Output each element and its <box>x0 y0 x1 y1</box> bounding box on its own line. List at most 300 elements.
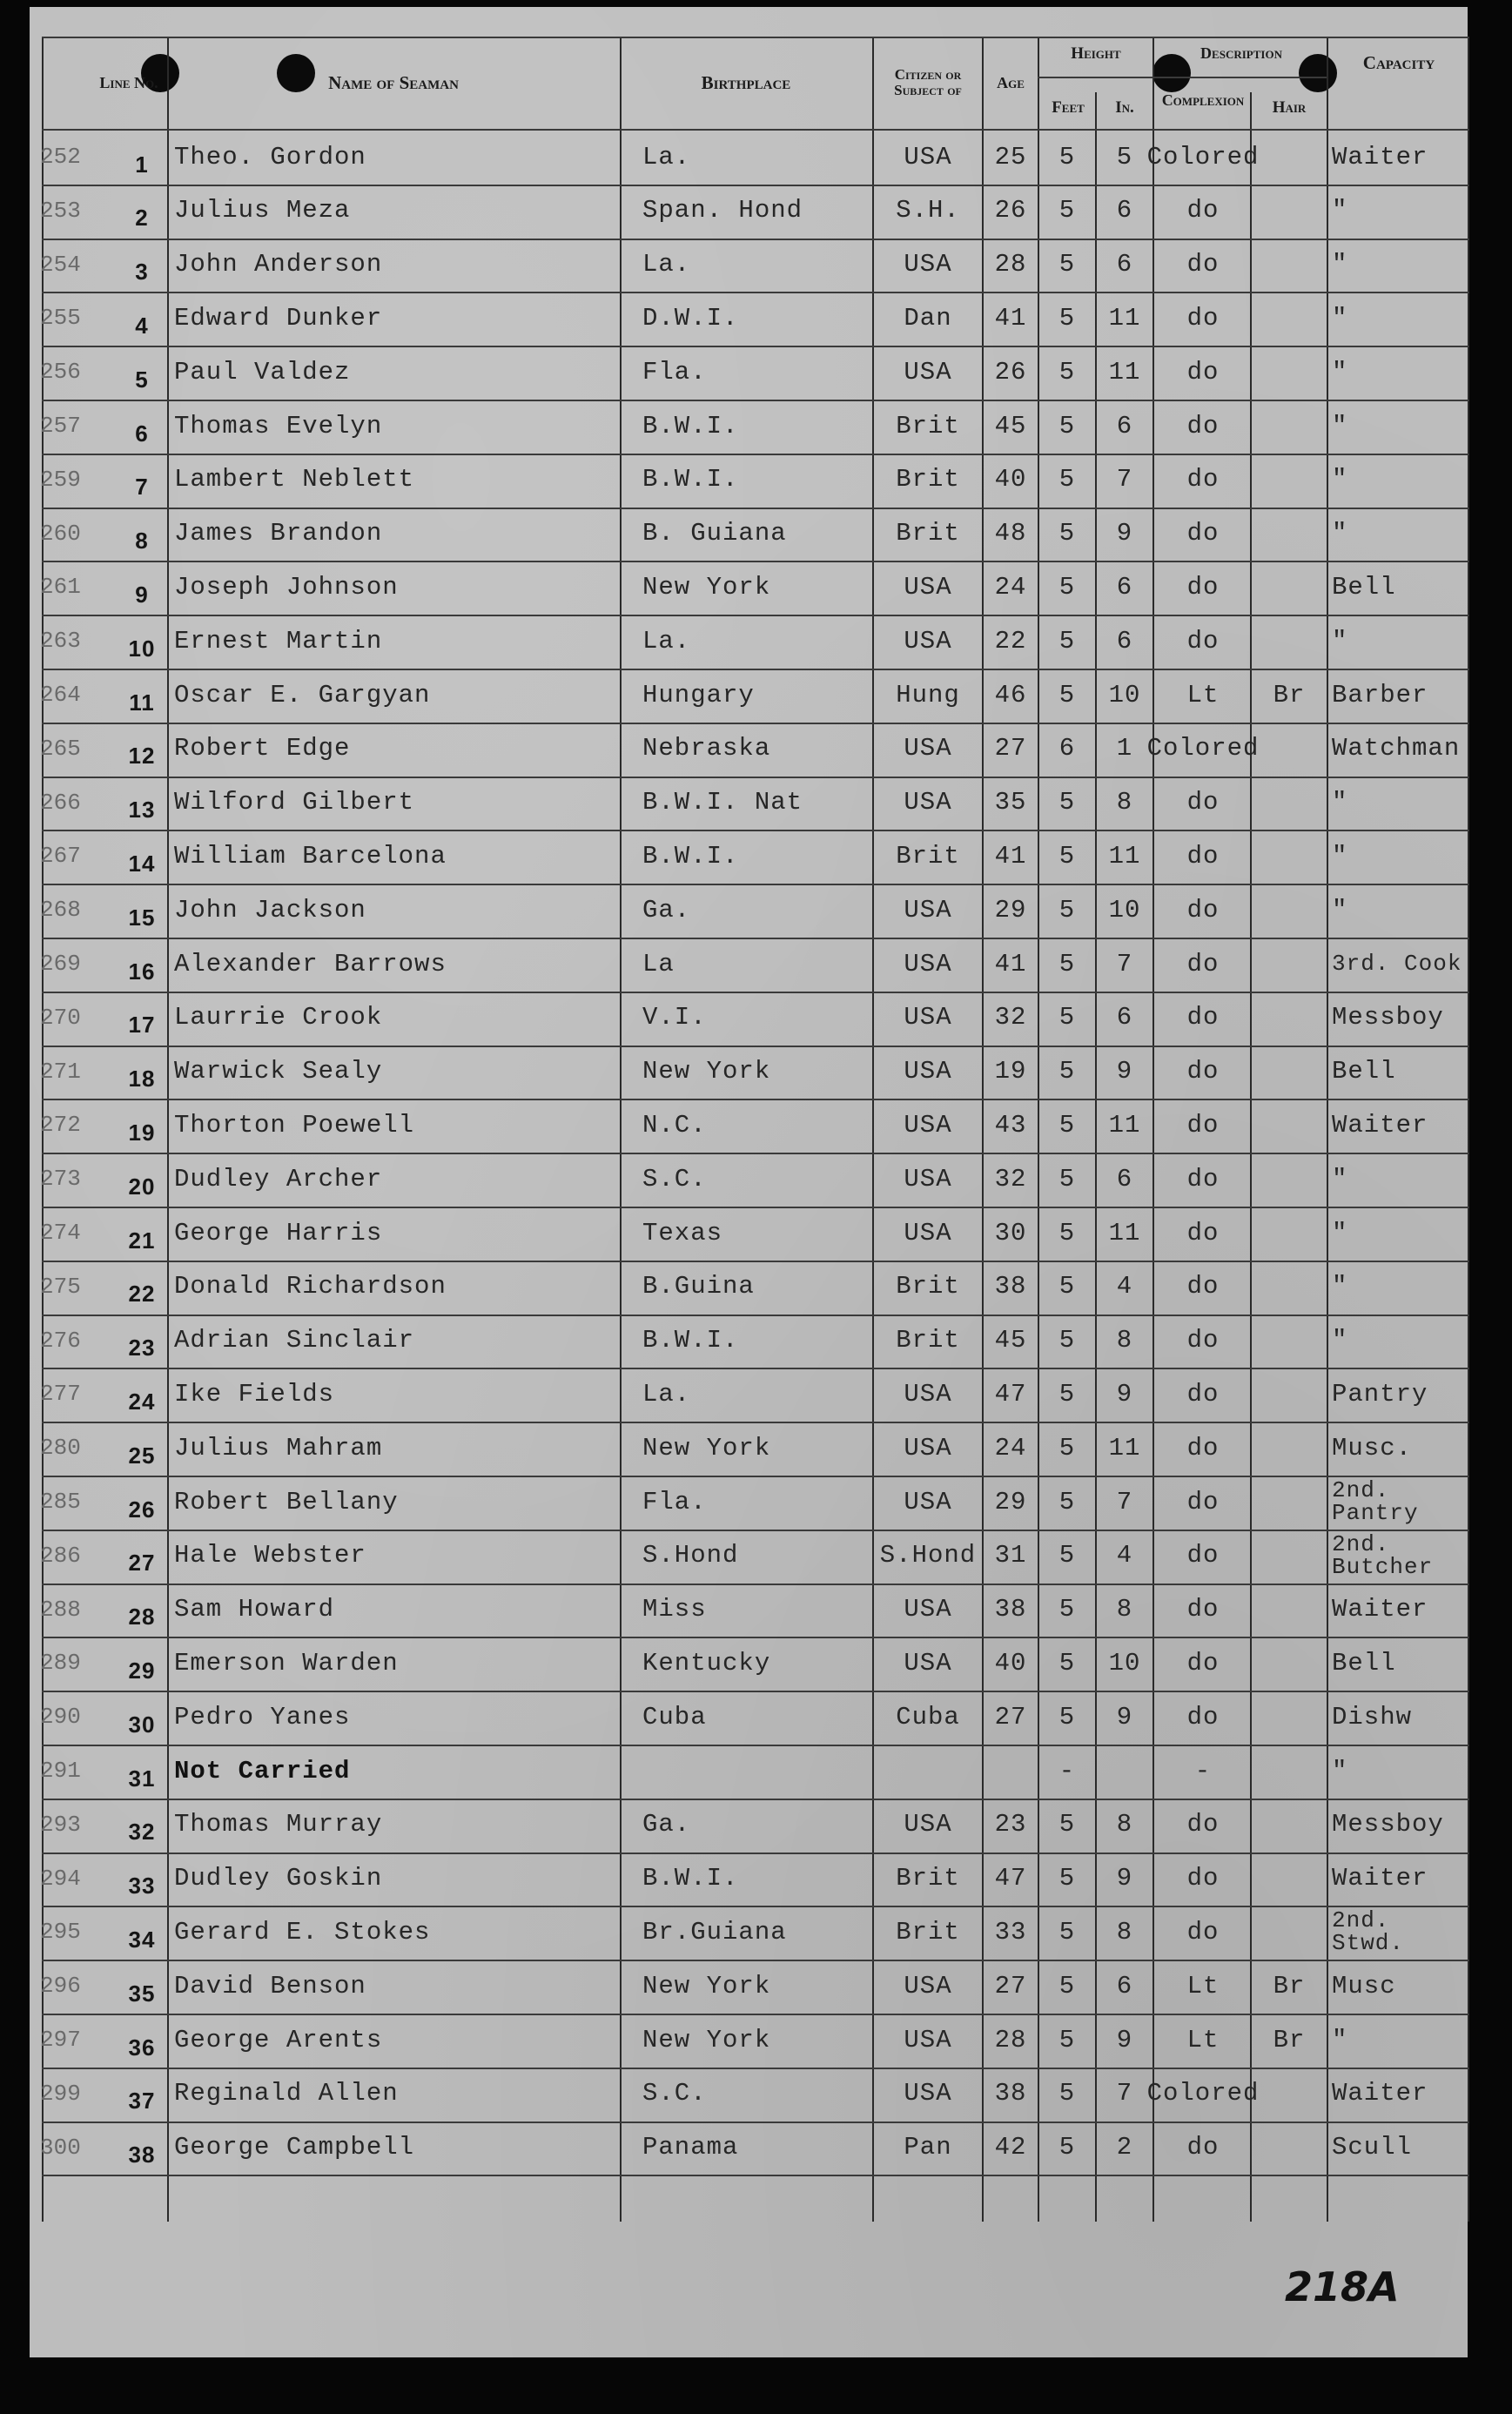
cell-inches: 1 <box>1116 734 1133 763</box>
row-reference-number: 285 <box>40 1489 81 1515</box>
table-row <box>42 992 1469 1044</box>
cell-capacity: Bell <box>1332 572 1396 602</box>
row-reference-number: 280 <box>40 1435 81 1462</box>
cell-citizen: Brit <box>896 411 960 440</box>
cell-birthplace: Fla. <box>642 357 707 387</box>
row-reference-number: 295 <box>40 1919 81 1946</box>
row-line-number: 16 <box>128 958 156 985</box>
cell-feet: 5 <box>1058 142 1076 171</box>
table-row <box>42 508 1469 560</box>
cell-name: Ernest Martin <box>174 626 383 656</box>
cell-birthplace: Panama <box>642 2133 739 2162</box>
cell-feet: 5 <box>1058 1810 1076 1839</box>
cell-complexion: do <box>1186 1702 1220 1731</box>
cell-hair <box>1252 1422 1327 1474</box>
cell-complexion: do <box>1186 949 1220 978</box>
cell-capacity: " <box>1332 1326 1348 1355</box>
cell-citizen: USA <box>904 734 952 763</box>
cell-inches <box>1097 1745 1152 1797</box>
cell-birthplace: La. <box>642 1379 691 1409</box>
cell-citizen: S.Hond <box>879 1541 977 1570</box>
cell-feet: 5 <box>1058 949 1076 978</box>
cell-citizen: USA <box>904 1379 952 1409</box>
cell-inches: 8 <box>1116 788 1133 817</box>
cell-capacity: " <box>1332 1164 1348 1194</box>
cell-inches: 2 <box>1116 2133 1133 2162</box>
header-hair: Hair <box>1272 98 1307 117</box>
cell-complexion: Lt <box>1186 680 1220 709</box>
cell-feet: 5 <box>1058 1702 1076 1731</box>
table-row <box>42 1906 1469 1958</box>
table-row <box>42 561 1469 613</box>
cell-capacity: Musc. <box>1332 1433 1413 1463</box>
cell-complexion: do <box>1186 1003 1220 1032</box>
cell-hair <box>1252 1261 1327 1313</box>
cell-complexion: Colored <box>1146 734 1260 763</box>
cell-birthplace: B.W.I. Nat <box>642 788 803 817</box>
cell-birthplace: B.Guina <box>642 1272 755 1301</box>
cell-name: Ike Fields <box>174 1379 335 1409</box>
table-row <box>42 292 1469 344</box>
row-reference-number: 255 <box>40 305 81 332</box>
cell-citizen: Brit <box>896 519 960 548</box>
cell-birthplace: Miss <box>642 1595 707 1624</box>
cell-age: 45 <box>994 1326 1027 1355</box>
cell-feet: 5 <box>1058 411 1076 440</box>
cell-birthplace: S.C. <box>642 2079 707 2108</box>
cell-capacity: Watchman <box>1332 734 1461 763</box>
row-reference-number: 257 <box>40 413 81 439</box>
cell-feet: 5 <box>1058 250 1076 279</box>
cell-complexion: do <box>1186 1433 1220 1463</box>
header-description: Description <box>1200 44 1282 62</box>
cell-birthplace: B.W.I. <box>642 1864 739 1893</box>
table-row <box>42 400 1469 452</box>
row-line-number: 14 <box>128 850 156 877</box>
cell-capacity: " <box>1332 1272 1348 1301</box>
cell-citizen: Brit <box>896 1917 960 1947</box>
cell-name: Hale Webster <box>174 1541 366 1570</box>
cell-name: Pedro Yanes <box>174 1702 351 1731</box>
row-line-number: 33 <box>128 1873 156 1900</box>
row-reference-number: 293 <box>40 1811 81 1838</box>
cell-feet: 5 <box>1058 1595 1076 1624</box>
header-name: Name of Seaman <box>328 71 459 93</box>
cell-age: 24 <box>994 572 1027 602</box>
table-row <box>42 884 1469 936</box>
header-birthplace: Birthplace <box>701 71 791 93</box>
cell-citizen: USA <box>904 1971 952 2000</box>
cell-feet: - <box>1058 1756 1076 1785</box>
table-row <box>42 1422 1469 1474</box>
cell-name: Oscar E. Gargyan <box>174 680 431 709</box>
cell-complexion: do <box>1186 519 1220 548</box>
row-line-number: 18 <box>128 1066 156 1093</box>
cell-name: John Anderson <box>174 250 383 279</box>
cell-inches: 10 <box>1108 680 1141 709</box>
cell-inches: 9 <box>1116 519 1133 548</box>
cell-complexion: do <box>1186 1379 1220 1409</box>
table-row <box>42 1261 1469 1313</box>
cell-complexion: do <box>1186 465 1220 494</box>
cell-name: Julius Meza <box>174 196 351 225</box>
cell-inches: 7 <box>1116 949 1133 978</box>
cell-name: Dudley Archer <box>174 1164 383 1194</box>
cell-feet: 5 <box>1058 1433 1076 1463</box>
cell-age: 43 <box>994 1110 1027 1140</box>
cell-age: 27 <box>994 1702 1027 1731</box>
cell-hair <box>1252 1368 1327 1420</box>
table-row <box>42 1207 1469 1259</box>
cell-inches: 8 <box>1116 1917 1133 1947</box>
cell-feet: 5 <box>1058 465 1076 494</box>
cell-name: Lambert Neblett <box>174 465 415 494</box>
table-row <box>42 185 1469 237</box>
header-age: Age <box>997 73 1025 91</box>
row-line-number: 12 <box>128 743 156 770</box>
page-number: 218A <box>1285 2263 1400 2310</box>
cell-complexion: do <box>1186 1810 1220 1839</box>
row-reference-number: 273 <box>40 1166 81 1193</box>
table-row <box>42 830 1469 882</box>
cell-inches: 7 <box>1116 2079 1133 2108</box>
cell-capacity: " <box>1332 1218 1348 1247</box>
cell-complexion: do <box>1186 1917 1220 1947</box>
cell-birthplace: Span. Hond <box>642 196 803 225</box>
cell-hair: Br <box>1273 1971 1306 2000</box>
cell-feet: 5 <box>1058 626 1076 656</box>
cell-feet: 6 <box>1058 734 1076 763</box>
cell-feet: 5 <box>1058 2133 1076 2162</box>
cell-hair <box>1252 400 1327 452</box>
cell-birthplace: Br.Guiana <box>642 1917 787 1947</box>
cell-inches: 6 <box>1116 411 1133 440</box>
cell-name: Joseph Johnson <box>174 572 399 602</box>
cell-feet: 5 <box>1058 303 1076 333</box>
cell-citizen: USA <box>904 1810 952 1839</box>
cell-capacity: Waiter <box>1332 1864 1428 1893</box>
cell-age: 30 <box>994 1218 1027 1247</box>
cell-age: 28 <box>994 250 1027 279</box>
cell-inches: 11 <box>1108 1218 1141 1247</box>
cell-inches: 7 <box>1116 465 1133 494</box>
cell-birthplace: B. Guiana <box>642 519 787 548</box>
cell-feet: 5 <box>1058 788 1076 817</box>
row-line-number: 37 <box>128 2088 156 2115</box>
cell-name: David Benson <box>174 1971 366 2000</box>
cell-age: 38 <box>994 1272 1027 1301</box>
cell-hair <box>1252 1046 1327 1098</box>
grid-line <box>42 37 1469 38</box>
cell-capacity: 3rd. Cook <box>1332 951 1462 977</box>
cell-capacity: Bell <box>1332 1648 1396 1678</box>
table-row <box>42 1099 1469 1151</box>
cell-age: 40 <box>994 465 1027 494</box>
grid-line <box>42 2175 1469 2176</box>
cell-age: 29 <box>994 1487 1027 1516</box>
cell-capacity: Bell <box>1332 1057 1396 1086</box>
cell-capacity: " <box>1332 895 1348 925</box>
cell-capacity: " <box>1332 465 1348 494</box>
cell-feet: 5 <box>1058 1003 1076 1032</box>
cell-citizen: USA <box>904 626 952 656</box>
cell-age: 46 <box>994 680 1027 709</box>
row-line-number: 13 <box>128 797 156 824</box>
cell-feet: 5 <box>1058 1057 1076 1086</box>
table-row <box>42 777 1469 829</box>
row-line-number: 23 <box>128 1335 156 1362</box>
cell-citizen: USA <box>904 1164 952 1194</box>
row-line-number: 7 <box>135 474 149 501</box>
cell-capacity: Waiter <box>1332 142 1428 171</box>
cell-name: Thomas Murray <box>174 1810 383 1839</box>
table-row <box>42 1046 1469 1098</box>
row-line-number: 27 <box>128 1550 156 1577</box>
row-reference-number: 272 <box>40 1112 81 1139</box>
cell-name: William Barcelona <box>174 841 447 871</box>
cell-age: 47 <box>994 1864 1027 1893</box>
cell-age: 22 <box>994 626 1027 656</box>
cell-age: 48 <box>994 519 1027 548</box>
cell-name: Gerard E. Stokes <box>174 1917 431 1947</box>
cell-complexion: Lt <box>1186 1971 1220 2000</box>
cell-hair <box>1252 777 1327 829</box>
table-row <box>42 1584 1469 1636</box>
cell-citizen: Brit <box>896 1864 960 1893</box>
cell-complexion: do <box>1186 1864 1220 1893</box>
row-reference-number: 266 <box>40 789 81 816</box>
cell-capacity: " <box>1332 519 1348 548</box>
cell-hair: Br <box>1273 2025 1306 2054</box>
cell-inches: 11 <box>1108 841 1141 871</box>
cell-birthplace: New York <box>642 1057 771 1086</box>
table-row <box>42 346 1469 398</box>
cell-feet: 5 <box>1058 1272 1076 1301</box>
cell-capacity: Waiter <box>1332 2079 1428 2108</box>
cell-age: 40 <box>994 1648 1027 1678</box>
cell-capacity: Messboy <box>1332 1810 1444 1839</box>
cell-inches: 9 <box>1116 1864 1133 1893</box>
cell-complexion: Colored <box>1146 142 1260 171</box>
cell-hair <box>1252 508 1327 560</box>
row-line-number: 28 <box>128 1604 156 1631</box>
cell-capacity: Dishw <box>1332 1702 1413 1731</box>
cell-hair <box>1252 1745 1327 1797</box>
cell-citizen: USA <box>904 250 952 279</box>
row-reference-number: 275 <box>40 1273 81 1300</box>
cell-complexion: do <box>1186 2133 1220 2162</box>
cell-complexion: do <box>1186 1541 1220 1570</box>
row-reference-number: 289 <box>40 1650 81 1677</box>
cell-inches: 9 <box>1116 1702 1133 1731</box>
cell-hair <box>1252 1153 1327 1205</box>
cell-complexion: do <box>1186 196 1220 225</box>
cell-age: 25 <box>994 142 1027 171</box>
cell-citizen: Cuba <box>896 1702 960 1731</box>
cell-age: 26 <box>994 357 1027 387</box>
cell-complexion: do <box>1186 1648 1220 1678</box>
cell-feet: 5 <box>1058 2079 1076 2108</box>
cell-capacity: Musc <box>1332 1971 1396 2000</box>
cell-inches: 4 <box>1116 1541 1133 1570</box>
cell-hair <box>1252 723 1327 775</box>
cell-age: 47 <box>994 1379 1027 1409</box>
row-reference-number: 263 <box>40 628 81 655</box>
cell-complexion: do <box>1186 1595 1220 1624</box>
cell-feet: 5 <box>1058 572 1076 602</box>
cell-age: 42 <box>994 2133 1027 2162</box>
table-header <box>42 37 1469 129</box>
cell-capacity: Pantry <box>1332 1379 1428 1409</box>
cell-hair: Br <box>1273 680 1306 709</box>
row-line-number: 30 <box>128 1711 156 1738</box>
cell-citizen: Brit <box>896 841 960 871</box>
cell-name: Theo. Gordon <box>174 142 366 171</box>
row-line-number: 3 <box>135 259 149 286</box>
header-complexion: Complexion <box>1161 91 1245 109</box>
cell-age <box>984 1745 1038 1797</box>
row-reference-number: 286 <box>40 1542 81 1569</box>
cell-inches: 7 <box>1116 1487 1133 1516</box>
cell-name: Warwick Sealy <box>174 1057 383 1086</box>
cell-feet: 5 <box>1058 1648 1076 1678</box>
row-line-number: 10 <box>128 635 156 662</box>
cell-citizen: USA <box>904 1595 952 1624</box>
table-row <box>42 239 1469 291</box>
row-reference-number: 256 <box>40 359 81 386</box>
cell-age: 19 <box>994 1057 1027 1086</box>
cell-birthplace: D.W.I. <box>642 303 739 333</box>
cell-feet: 5 <box>1058 1864 1076 1893</box>
cell-hair <box>1252 1476 1327 1528</box>
cell-age: 27 <box>994 734 1027 763</box>
cell-capacity: Scull <box>1332 2133 1413 2162</box>
row-reference-number: 270 <box>40 1004 81 1031</box>
row-reference-number: 265 <box>40 735 81 762</box>
cell-birthplace: New York <box>642 1971 771 2000</box>
cell-name: Donald Richardson <box>174 1272 447 1301</box>
header-height: Height <box>1071 44 1121 63</box>
cell-birthplace: B.W.I. <box>642 411 739 440</box>
cell-age: 35 <box>994 788 1027 817</box>
row-reference-number: 269 <box>40 951 81 977</box>
cell-birthplace: La <box>642 949 675 978</box>
cell-inches: 6 <box>1116 1003 1133 1032</box>
cell-citizen: USA <box>904 1433 952 1463</box>
cell-complexion: do <box>1186 1164 1220 1194</box>
row-line-number: 8 <box>135 528 149 555</box>
cell-inches: 9 <box>1116 2025 1133 2054</box>
cell-age: 31 <box>994 1541 1027 1570</box>
cell-capacity: 2nd. Stwd. <box>1332 1907 1405 1957</box>
row-line-number: 17 <box>128 1012 156 1039</box>
cell-feet: 5 <box>1058 680 1076 709</box>
cell-feet: 5 <box>1058 1379 1076 1409</box>
cell-complexion: do <box>1186 411 1220 440</box>
cell-hair <box>1252 938 1327 990</box>
cell-age: 29 <box>994 895 1027 925</box>
cell-capacity: Messboy <box>1332 1003 1444 1032</box>
row-line-number: 9 <box>135 581 149 608</box>
cell-age: 32 <box>994 1003 1027 1032</box>
cell-age: 32 <box>994 1164 1027 1194</box>
cell-complexion: do <box>1186 841 1220 871</box>
cell-complexion: do <box>1186 572 1220 602</box>
cell-feet: 5 <box>1058 1218 1076 1247</box>
cell-inches: 9 <box>1116 1057 1133 1086</box>
cell-hair <box>1252 2121 1327 2174</box>
table-row <box>42 454 1469 506</box>
row-line-number: 32 <box>128 1819 156 1846</box>
cell-inches: 6 <box>1116 196 1133 225</box>
cell-hair <box>1252 1530 1327 1582</box>
cell-name: Robert Edge <box>174 734 351 763</box>
cell-hair <box>1252 1637 1327 1689</box>
cell-complexion: do <box>1186 1326 1220 1355</box>
table-row <box>42 723 1469 775</box>
cell-complexion: do <box>1186 1487 1220 1516</box>
row-reference-number: 276 <box>40 1327 81 1354</box>
table-row <box>42 1637 1469 1689</box>
cell-complexion: - <box>1194 1756 1212 1785</box>
cell-name: Reginald Allen <box>174 2079 399 2108</box>
cell-birthplace: New York <box>642 1433 771 1463</box>
cell-citizen: USA <box>904 2025 952 2054</box>
row-reference-number: 253 <box>40 197 81 224</box>
cell-birthplace: Cuba <box>642 1702 707 1731</box>
cell-birthplace: La. <box>642 626 691 656</box>
cell-age: 38 <box>994 2079 1027 2108</box>
cell-hair <box>1252 1799 1327 1851</box>
cell-name: John Jackson <box>174 895 366 925</box>
cell-hair <box>1252 1207 1327 1259</box>
header-line-no: Line No. <box>99 73 158 91</box>
cell-citizen: USA <box>904 1218 952 1247</box>
cell-birthplace: New York <box>642 2025 771 2054</box>
cell-citizen: Brit <box>896 465 960 494</box>
header-citizen: Citizen or Subject of <box>894 66 962 98</box>
cell-age: 38 <box>994 1595 1027 1624</box>
table-row <box>42 1745 1469 1797</box>
row-reference-number: 267 <box>40 843 81 870</box>
cell-inches: 4 <box>1116 1272 1133 1301</box>
cell-feet: 5 <box>1058 2025 1076 2054</box>
cell-age: 28 <box>994 2025 1027 2054</box>
cell-hair <box>1252 992 1327 1044</box>
cell-name: Julius Mahram <box>174 1433 383 1463</box>
cell-birthplace: Nebraska <box>642 734 771 763</box>
cell-age: 41 <box>994 303 1027 333</box>
row-line-number: 22 <box>128 1281 156 1308</box>
row-line-number: 29 <box>128 1657 156 1684</box>
table-row <box>42 1960 1469 2012</box>
cell-inches: 9 <box>1116 1379 1133 1409</box>
cell-birthplace: La. <box>642 142 691 171</box>
cell-age: 33 <box>994 1917 1027 1947</box>
cell-feet: 5 <box>1058 895 1076 925</box>
cell-citizen: USA <box>904 357 952 387</box>
cell-hair <box>1252 292 1327 344</box>
cell-hair <box>1252 2068 1327 2120</box>
cell-hair <box>1252 1691 1327 1743</box>
cell-inches: 8 <box>1116 1810 1133 1839</box>
cell-hair <box>1252 454 1327 506</box>
row-line-number: 6 <box>135 420 149 447</box>
cell-inches: 11 <box>1108 1110 1141 1140</box>
cell-feet: 5 <box>1058 1487 1076 1516</box>
cell-birthplace: S.Hond <box>642 1541 739 1570</box>
cell-capacity: " <box>1332 2025 1348 2054</box>
